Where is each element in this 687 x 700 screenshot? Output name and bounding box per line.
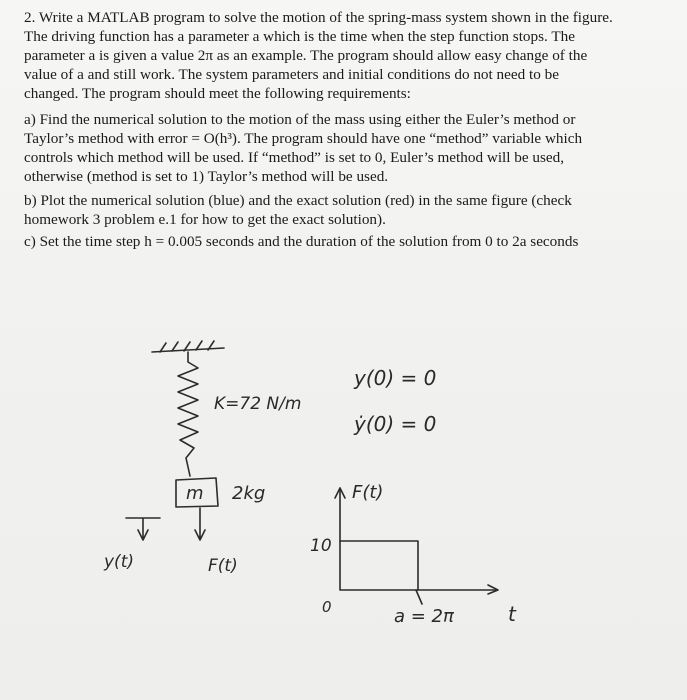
force-arrow (195, 508, 205, 540)
part-b-line: b) Plot the numerical solution (blue) and the exact solution (red) in the same figure (check (24, 192, 572, 209)
displacement-arrow (126, 518, 160, 540)
intro-line: value of a and still work. The system parameters and initial conditions do not need to be (24, 66, 559, 83)
spring-label: K=72 N/m (214, 394, 302, 414)
force-label: F(t) (208, 556, 238, 576)
part-b-line: homework 3 problem e.1 for how to get the exact solution). (24, 211, 386, 228)
initial-position: y(0) = 0 (354, 366, 437, 390)
part-a-line: controls which method will be used. If “method” is set to 0, Euler’s method will be used, (24, 149, 565, 166)
graph-a-tick (416, 590, 422, 604)
mass-value: 2kg (232, 483, 266, 504)
intro-line: changed. The program should meet the following requirements: (24, 85, 411, 102)
graph-y-label: F(t) (352, 482, 384, 503)
intro-line: The driving function has a parameter a which is the time when the step function stops. The (24, 28, 575, 45)
graph-step-value: 10 (310, 536, 332, 556)
displacement-label: y(t) (104, 552, 134, 572)
part-a-line: otherwise (method is set to 1) Taylor’s method will be used. (24, 168, 389, 185)
mass-label: m (186, 483, 204, 504)
graph-t-label: t (508, 602, 516, 626)
initial-velocity: ẏ(0) = 0 (354, 412, 437, 436)
intro-line: 2. Write a MATLAB program to solve the motion of the spring-mass system shown in the figure. (24, 9, 613, 26)
part-c-line: c) Set the time step h = 0.005 seconds and the duration of the solution from 0 to 2a seconds (24, 233, 579, 250)
part-a-line: a) Find the numerical solution to the motion of the mass using either the Euler’s method or (24, 111, 576, 128)
part-a-line: Taylor’s method with error = O(h³). The program should have one “method” variable which (24, 130, 583, 147)
spring-coil (178, 352, 198, 476)
graph-pulse (340, 541, 418, 590)
graph-origin: 0 (322, 598, 332, 616)
intro-line: parameter a is given a value 2π as an example. The program should allow easy change of the (24, 47, 588, 64)
graph-a-label: a = 2π (394, 606, 454, 627)
